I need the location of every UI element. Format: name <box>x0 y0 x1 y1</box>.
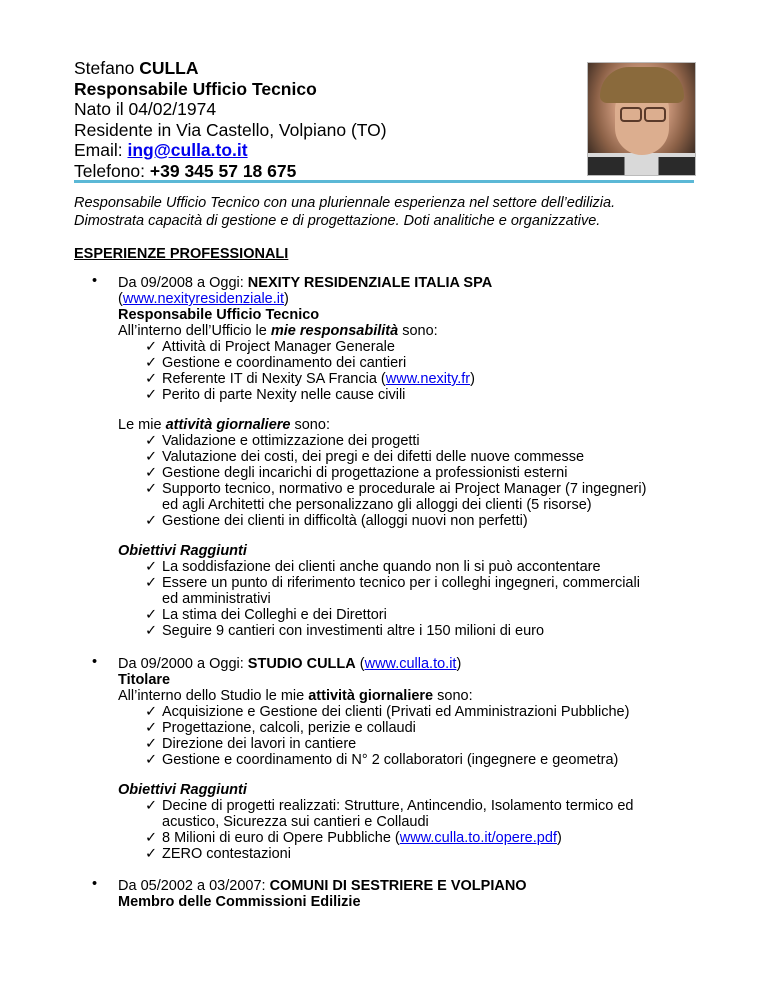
job1-url-link[interactable]: www.nexityresidenziale.it <box>122 291 285 307</box>
check-icon: ✓ <box>145 720 158 736</box>
check-icon: ✓ <box>145 339 158 355</box>
job-role: Responsabile Ufficio Tecnico <box>74 78 317 99</box>
list-item-continuation: ed amministrativi <box>162 591 271 607</box>
job1-resp-intro: All’interno dell’Ufficio le mie responsabilità sono: <box>118 323 438 339</box>
check-icon: ✓ <box>145 433 158 449</box>
nexity-fr-link[interactable]: www.nexity.fr <box>385 371 471 387</box>
opere-pdf-link[interactable]: www.culla.to.it/opere.pdf <box>399 830 557 846</box>
bullet-icon: • <box>92 273 98 289</box>
list-item: ✓ Attività di Project Manager Generale <box>145 339 395 355</box>
section-title: ESPERIENZE PROFESSIONALI <box>74 246 289 262</box>
list-item: ✓ Valutazione dei costi, dei pregi e dei difetti delle nuove commesse <box>145 449 585 465</box>
check-icon: ✓ <box>145 355 158 371</box>
check-icon: ✓ <box>145 575 158 591</box>
list-item: ✓ Gestione degli incarichi di progettazione a professionisti esterni <box>145 465 568 481</box>
profile-summary: Responsabile Ufficio Tecnico con una pluriennale esperienza nel settore dell’edilizia. Dimostrata capacità di gestione e di progettazione. Doti analitiche e organizzative. <box>74 195 616 229</box>
check-icon: ✓ <box>145 481 158 497</box>
job2-url-link[interactable]: www.culla.to.it <box>364 656 457 672</box>
check-icon: ✓ <box>145 513 158 529</box>
cv-header <box>74 58 387 181</box>
job3-title: Membro delle Commissioni Edilizie <box>118 894 361 910</box>
birth-date: Nato il 04/02/1974 <box>74 99 217 119</box>
list-item: ✓ Essere un punto di riferimento tecnico per i colleghi ingegneri, commerciali <box>145 575 640 591</box>
job2-heading: Da 09/2000 a Oggi: STUDIO CULLA (www.culla.to.it) <box>118 656 462 672</box>
check-icon: ✓ <box>145 465 158 481</box>
list-item: ✓ Gestione dei clienti in difficoltà (alloggi nuovi non perfetti) <box>145 513 528 529</box>
residence: Residente in Via Castello, Volpiano (TO) <box>74 119 387 140</box>
list-item: ✓ Perito di parte Nexity nelle cause civili <box>145 387 406 403</box>
list-item: ✓ Gestione e coordinamento dei cantieri <box>145 355 407 371</box>
check-icon: ✓ <box>145 736 158 752</box>
job2-title: Titolare <box>118 672 171 688</box>
check-icon: ✓ <box>145 559 158 575</box>
list-item: ✓ Decine di progetti realizzati: Strutture, Antincendio, Isolamento termico ed <box>145 798 634 814</box>
list-item: ✓ 8 Milioni di euro di Opere Pubbliche (www.culla.to.it/opere.pdf) <box>145 830 562 846</box>
check-icon: ✓ <box>145 798 158 814</box>
list-item: ✓ ZERO contestazioni <box>145 846 291 862</box>
email-link[interactable]: ing@culla.to.it <box>127 140 248 160</box>
full-name: Stefano CULLA <box>74 58 199 78</box>
check-icon: ✓ <box>145 830 158 846</box>
list-item: ✓ La soddisfazione dei clienti anche quando non li si può accontentare <box>145 559 601 575</box>
list-item: ✓ Supporto tecnico, normativo e procedurale ai Project Manager (7 ingegneri) <box>145 481 647 497</box>
bullet-icon: • <box>92 654 98 670</box>
list-item: ✓ Progettazione, calcoli, perizie e collaudi <box>145 720 416 736</box>
job1-heading: Da 09/2008 a Oggi: NEXITY RESIDENZIALE ITALIA SPA <box>118 275 493 291</box>
job3-heading: Da 05/2002 a 03/2007: COMUNI DI SESTRIERE E VOLPIANO <box>118 878 527 894</box>
check-icon: ✓ <box>145 371 158 387</box>
job2-goals-title: Obiettivi Raggiunti <box>118 782 247 798</box>
job1-url-row: (www.nexityresidenziale.it) <box>118 291 289 307</box>
check-icon: ✓ <box>145 607 158 623</box>
check-icon: ✓ <box>145 752 158 768</box>
check-icon: ✓ <box>145 704 158 720</box>
profile-photo <box>587 62 696 176</box>
job1-goals-title: Obiettivi Raggiunti <box>118 543 247 559</box>
phone-row: Telefono: +39 345 57 18 675 <box>74 160 297 181</box>
list-item-continuation: ed agli Architetti che personalizzano gli alloggi dei clienti (5 risorse) <box>162 497 592 513</box>
email-row: Email: ing@culla.to.it <box>74 140 248 160</box>
list-item: ✓ Acquisizione e Gestione dei clienti (Privati ed Amministrazioni Pubbliche) <box>145 704 630 720</box>
job1-daily-intro: Le mie attività giornaliere sono: <box>118 417 330 433</box>
job2-daily-intro: All’interno dello Studio le mie attività giornaliere sono: <box>118 688 473 704</box>
list-item: ✓ La stima dei Colleghi e dei Direttori <box>145 607 387 623</box>
list-item: ✓ Gestione e coordinamento di N° 2 collaboratori (ingegnere e geometra) <box>145 752 619 768</box>
bullet-icon: • <box>92 876 98 892</box>
check-icon: ✓ <box>145 846 158 862</box>
check-icon: ✓ <box>145 623 158 639</box>
check-icon: ✓ <box>145 387 158 403</box>
check-icon: ✓ <box>145 449 158 465</box>
list-item-continuation: acustico, Sicurezza sui cantieri e Collaudi <box>162 814 429 830</box>
list-item: ✓ Seguire 9 cantieri con investimenti altre i 150 milioni di euro <box>145 623 545 639</box>
list-item: ✓ Referente IT di Nexity SA Francia (www.nexity.fr) <box>145 371 475 387</box>
list-item: ✓ Direzione dei lavori in cantiere <box>145 736 357 752</box>
job1-title: Responsabile Ufficio Tecnico <box>118 307 320 323</box>
header-divider <box>74 180 694 183</box>
list-item: ✓ Validazione e ottimizzazione dei progetti <box>145 433 420 449</box>
